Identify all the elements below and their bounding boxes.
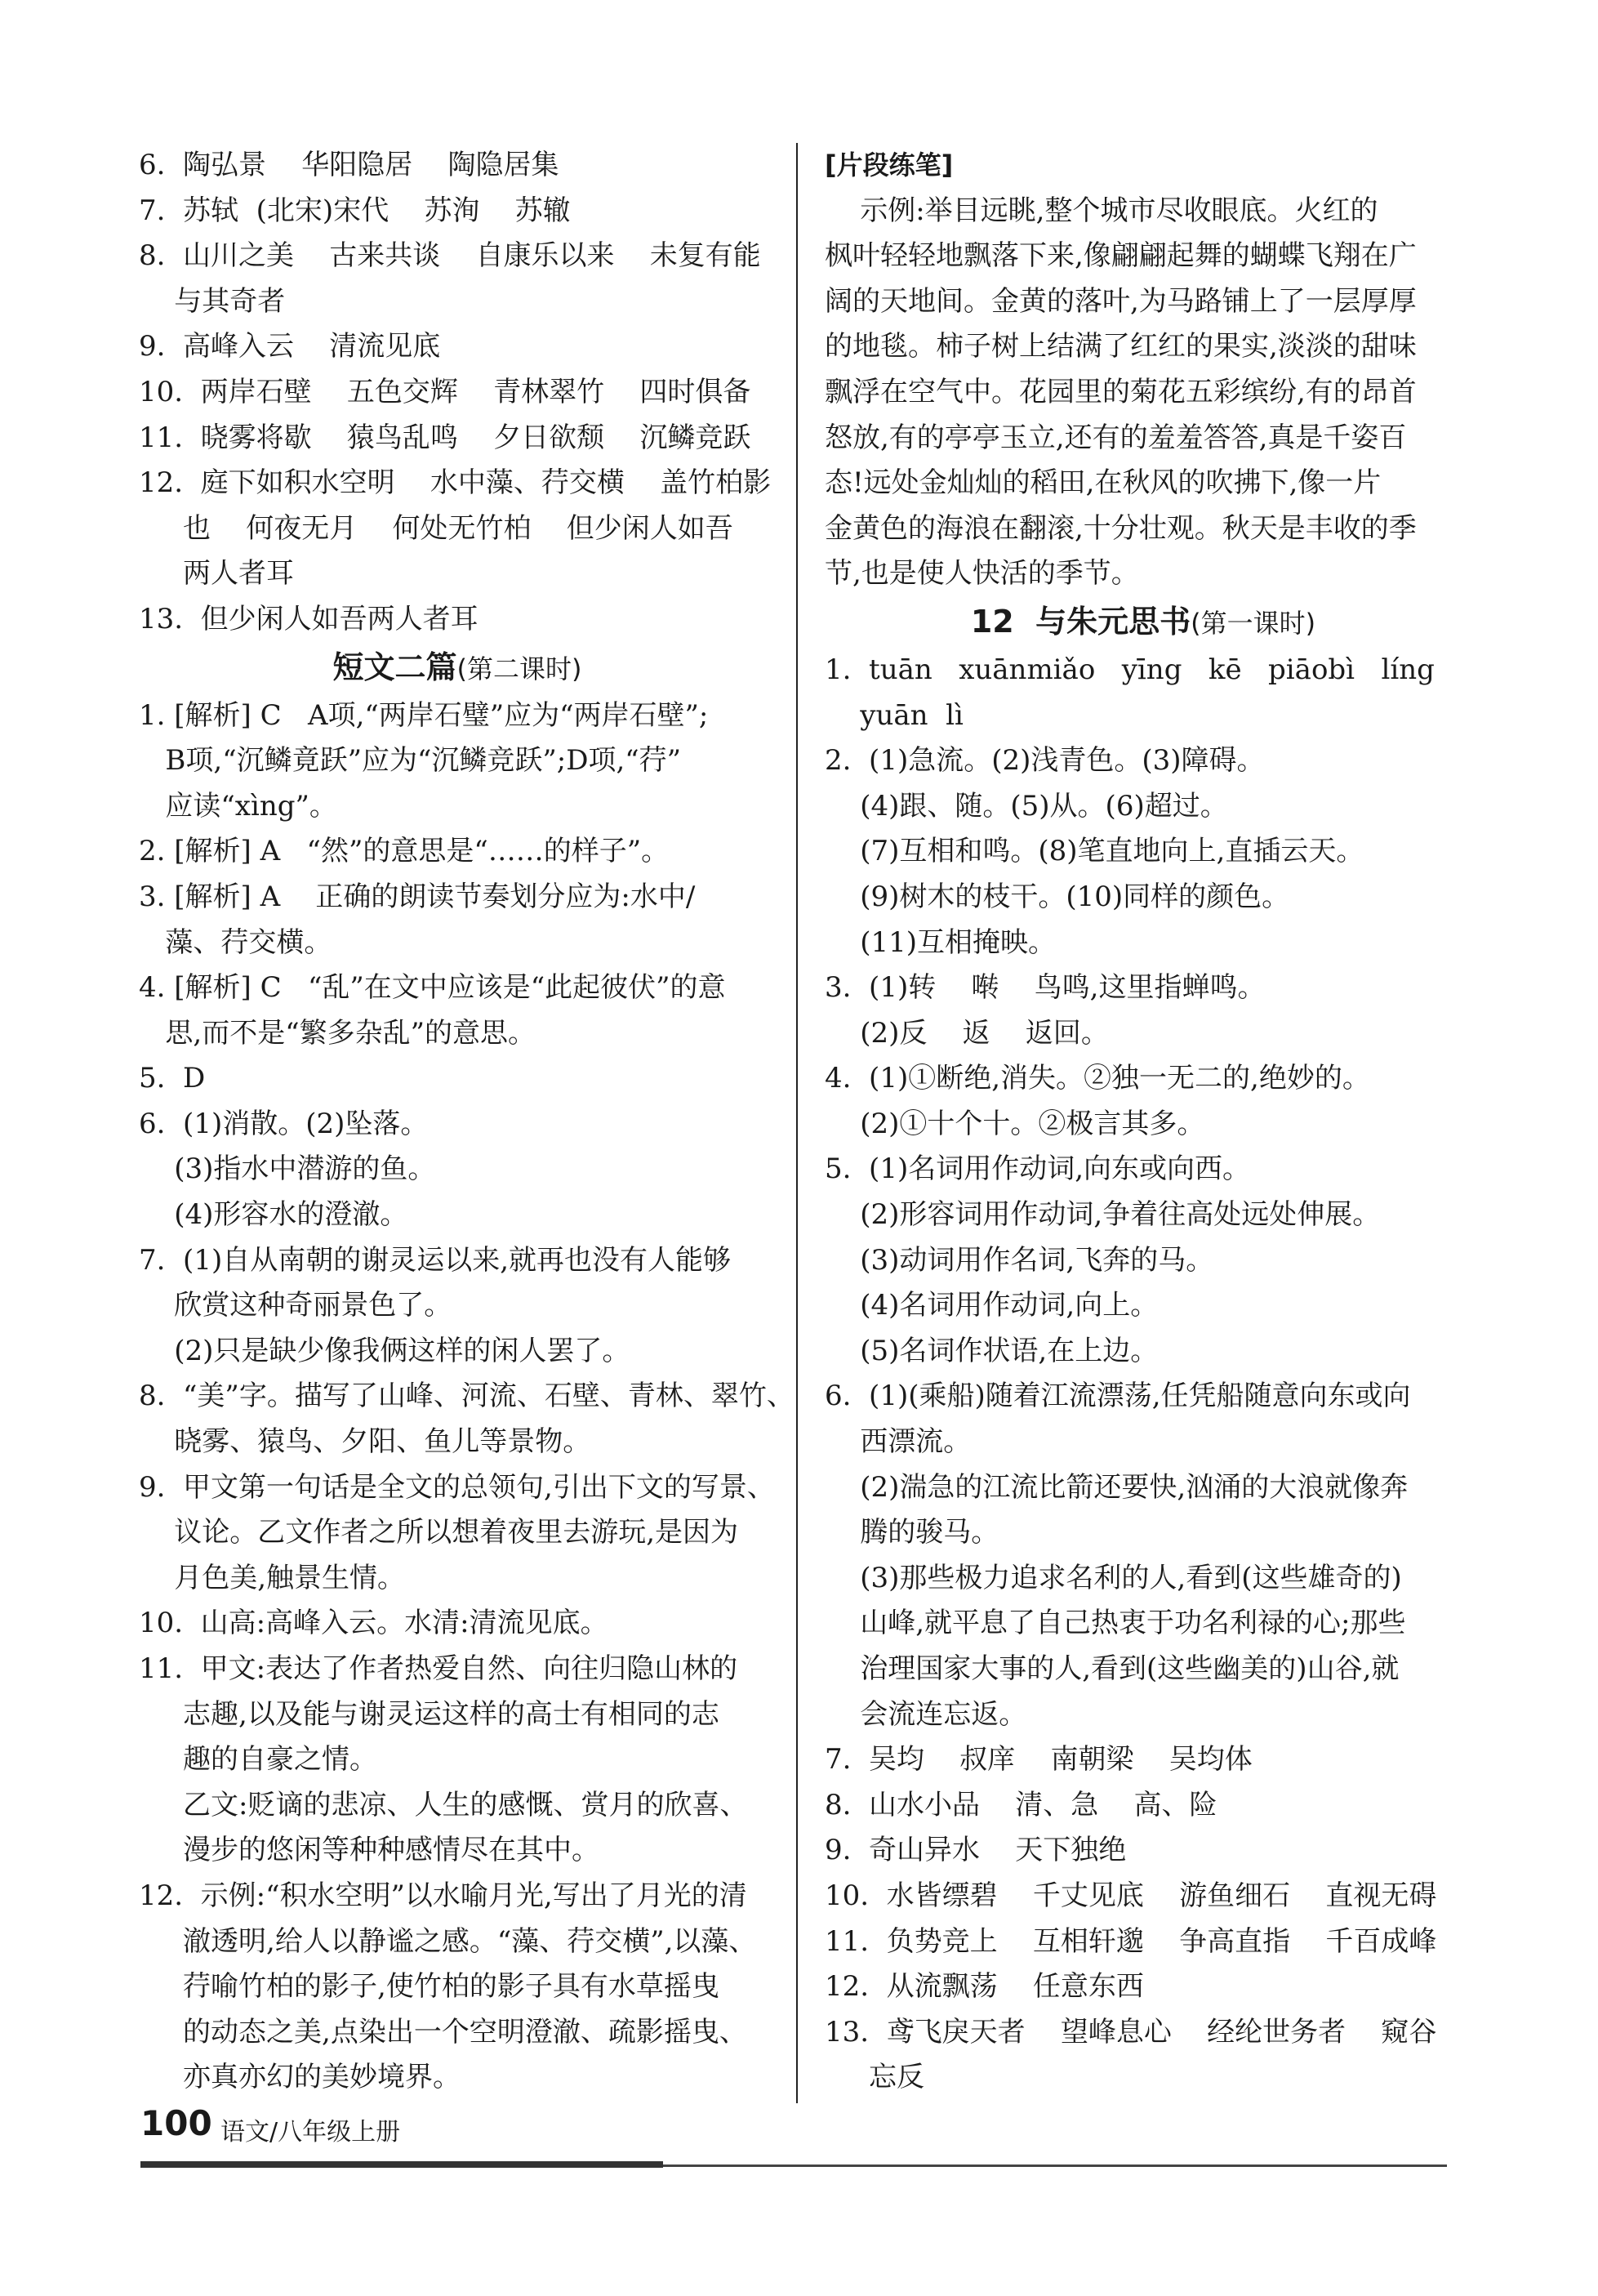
text-line: (3)指水中潜游的鱼。 xyxy=(139,1152,436,1186)
right-column xyxy=(825,143,1462,2101)
text-line: 6. (1)消散。(2)坠落。 xyxy=(139,1107,429,1140)
text-line: 忘反 xyxy=(825,2061,925,2094)
text-line: 示例:举目远眺,整个城市尽收眼底。火红的 xyxy=(825,194,1378,227)
text-line: 会流连忘返。 xyxy=(825,1697,1027,1731)
footer-rule-accent xyxy=(140,2161,663,2168)
text-line: 应读“xìng”。 xyxy=(139,789,337,823)
section-heading-title: 短文二篇 xyxy=(332,649,457,685)
page-number: 100 xyxy=(140,2103,212,2143)
text-line: (4)形容水的澄澈。 xyxy=(139,1198,408,1232)
text-line: 两人者耳 xyxy=(139,557,295,591)
text-line: 12. 示例:“积水空明”以水喻月光,写出了月光的清 xyxy=(139,1879,747,1912)
text-line: 7. 吴均 叔庠 南朝梁 吴均体 xyxy=(825,1743,1253,1777)
text-line: 阔的天地间。金黄的落叶,为马路铺上了一层厚厚 xyxy=(825,284,1417,318)
text-line: 乙文:贬谪的悲凉、人生的感慨、赏月的欣喜、 xyxy=(139,1788,748,1821)
subject-label: 语文/八年级上册 xyxy=(220,2118,401,2147)
text-line: 1. tuān xuānmiǎo yīng kē piāobì líng xyxy=(825,653,1435,686)
text-line: 8. 山川之美 古来共谈 自康乐以来 未复有能 xyxy=(139,239,761,273)
text-line: 节,也是使人快活的季节。 xyxy=(825,557,1139,591)
text-line: 治理国家大事的人,看到(这些幽美的)山谷,就 xyxy=(825,1652,1400,1685)
text-line: 11. 负势竞上 互相轩邈 争高直指 千百成峰 xyxy=(825,1924,1437,1958)
text-line: 10. 山高:高峰入云。水清:清流见底。 xyxy=(139,1607,608,1640)
text-line: 10. 水皆缥碧 千丈见底 游鱼细石 直视无碍 xyxy=(825,1879,1437,1912)
text-line: B项,“沉鳞竟跃”应为“沉鳞竞跃”;D项,“荇” xyxy=(139,744,682,778)
text-line: (7)互相和鸣。(8)笔直地向上,直插云天。 xyxy=(825,835,1364,868)
text-line: (3)动词用作名词,飞奔的马。 xyxy=(825,1243,1214,1277)
bracket-label: [片段练笔] xyxy=(825,149,954,181)
text-line: (2)湍急的江流比箭还要快,汹涌的大浪就像奔 xyxy=(825,1470,1409,1504)
text-line: 9. 高峰入云 清流见底 xyxy=(139,330,441,363)
text-line: (11)互相掩映。 xyxy=(825,925,1057,959)
text-line: (2)只是缺少像我俩这样的闲人罢了。 xyxy=(139,1334,630,1367)
text-line: 4. [解析] C “乱”在文中应该是“此起彼伏”的意 xyxy=(139,971,726,1005)
text-line: 态!远处金灿灿的稻田,在秋风的吹拂下,像一片 xyxy=(825,466,1382,500)
text-line: 议论。乙文作者之所以想着夜里去游玩,是因为 xyxy=(139,1516,739,1549)
text-line: 3. (1)转 啭 鸟鸣,这里指蝉鸣。 xyxy=(825,971,1266,1005)
text-line: 亦真亦幻的美妙境界。 xyxy=(139,2061,461,2094)
text-line: 晓雾、猿鸟、夕阳、鱼儿等景物。 xyxy=(139,1425,591,1459)
text-line: 6. 陶弘景 华阳隐居 陶隐居集 xyxy=(139,149,559,181)
text-line: (9)树木的枝干。(10)同样的颜色。 xyxy=(825,880,1290,913)
text-line: 9. 甲文第一句话是全文的总领句,引出下文的写景、 xyxy=(139,1470,775,1504)
text-line: 7. 苏轼 (北宋)宋代 苏洵 苏辙 xyxy=(139,194,571,227)
text-line: 13. 但少闲人如吾两人者耳 xyxy=(139,602,479,635)
section-heading-title: 12 与朱元思书 xyxy=(970,603,1191,640)
text-line: 11. 甲文:表达了作者热爱自然、向往归隐山林的 xyxy=(139,1652,738,1685)
text-line: 思,而不是“繁多杂乱”的意思。 xyxy=(139,1016,536,1050)
text-line: 志趣,以及能与谢灵运这样的高士有相同的志 xyxy=(139,1697,719,1731)
text-line: 西漂流。 xyxy=(825,1425,972,1459)
text-line: 1. [解析] C A项,“两岸石璧”应为“两岸石壁”; xyxy=(139,698,709,732)
text-line: 2. [解析] A “然”的意思是“……的样子”。 xyxy=(139,835,670,868)
section-heading xyxy=(825,597,1462,648)
text-line: 漫步的悠闲等种种感情尽在其中。 xyxy=(139,1834,600,1867)
text-line: 13. 鸢飞戾天者 望峰息心 经纶世务者 窥谷 xyxy=(825,2015,1437,2049)
text-line: 8. 山水小品 清、急 高、险 xyxy=(825,1788,1217,1821)
text-line: 12. 从流飘荡 任意东西 xyxy=(825,1970,1144,2004)
section-heading-subtitle: (第二课时) xyxy=(456,653,582,684)
text-line: 藻、荇交横。 xyxy=(139,925,332,959)
text-line: (4)名词用作动词,向上。 xyxy=(825,1289,1159,1322)
text-line: 6. (1)(乘船)随着江流漂荡,任凭船随意向东或向 xyxy=(825,1380,1411,1413)
text-line: (3)那些极力追求名利的人,看到(这些雄奇的) xyxy=(825,1561,1402,1594)
text-line: (2)①十个十。②极言其多。 xyxy=(825,1107,1205,1140)
text-line: 欣赏这种奇丽景色了。 xyxy=(139,1289,452,1322)
text-line: 枫叶轻轻地飘落下来,像翩翩起舞的蝴蝶飞翔在广 xyxy=(825,239,1417,273)
text-line: 12. 庭下如积水空明 水中藻、荇交横 盖竹柏影 xyxy=(139,466,772,500)
text-line: 澈透明,给人以静谧之感。“藻、荇交横”,以藻、 xyxy=(139,1924,757,1958)
text-line: 7. (1)自从南朝的谢灵运以来,就再也没有人能够 xyxy=(139,1243,732,1277)
text-line: 金黄色的海浪在翻滚,十分壮观。秋天是丰收的季 xyxy=(825,511,1417,545)
section-heading-subtitle: (第一课时) xyxy=(1191,607,1316,639)
text-line: 8. “美”字。描写了山峰、河流、石壁、青林、翠竹、 xyxy=(139,1380,795,1413)
text-line: (5)名词作状语,在上边。 xyxy=(825,1334,1159,1367)
text-line: 山峰,就平息了自己热衷于功名利禄的心;那些 xyxy=(825,1607,1406,1640)
section-heading xyxy=(139,643,776,693)
text-line: 4. (1)①断绝,消失。②独一无二的,绝妙的。 xyxy=(825,1062,1370,1095)
text-line: (2)形容词用作动词,争着往高处远处伸展。 xyxy=(825,1198,1381,1232)
text-line: 的动态之美,点染出一个空明澄澈、疏影摇曳、 xyxy=(139,2015,747,2049)
column-divider xyxy=(796,143,798,2103)
text-line: 趣的自豪之情。 xyxy=(139,1743,378,1777)
text-line: (4)跟、随。(5)从。(6)超过。 xyxy=(825,789,1228,823)
text-line: 飘浮在空气中。花园里的菊花五彩缤纷,有的昂首 xyxy=(825,375,1417,408)
text-line: (2)反 返 返回。 xyxy=(825,1016,1109,1050)
text-line: 腾的骏马。 xyxy=(825,1516,999,1549)
text-line: 与其奇者 xyxy=(139,284,286,318)
text-line: 的地毯。柿子树上结满了红红的果实,淡淡的甜味 xyxy=(825,330,1417,363)
text-line: 怒放,有的亭亭玉立,还有的羞羞答答,真是千姿百 xyxy=(825,421,1407,454)
text-line: 5. D xyxy=(139,1062,206,1095)
text-line: 5. (1)名词用作动词,向东或向西。 xyxy=(825,1152,1251,1186)
text-line: 9. 奇山异水 天下独绝 xyxy=(825,1834,1127,1867)
left-column xyxy=(139,143,795,2101)
text-line: 3. [解析] A 正确的朗读节奏划分应为:水中/ xyxy=(139,880,696,913)
text-line: 10. 两岸石壁 五色交辉 青林翠竹 四时俱备 xyxy=(139,375,751,408)
text-line: 月色美,触景生情。 xyxy=(139,1561,406,1594)
text-line: 也 何夜无月 何处无竹柏 但少闲人如吾 xyxy=(139,511,733,545)
text-line: 2. (1)急流。(2)浅青色。(3)障碍。 xyxy=(825,744,1265,778)
text-line: yuān lì xyxy=(825,698,964,732)
text-line: 荇喻竹柏的影子,使竹柏的影子具有水草摇曳 xyxy=(139,1970,719,2004)
text-line: 11. 晓雾将歇 猿鸟乱鸣 夕日欲颓 沉鳞竞跃 xyxy=(139,421,751,454)
